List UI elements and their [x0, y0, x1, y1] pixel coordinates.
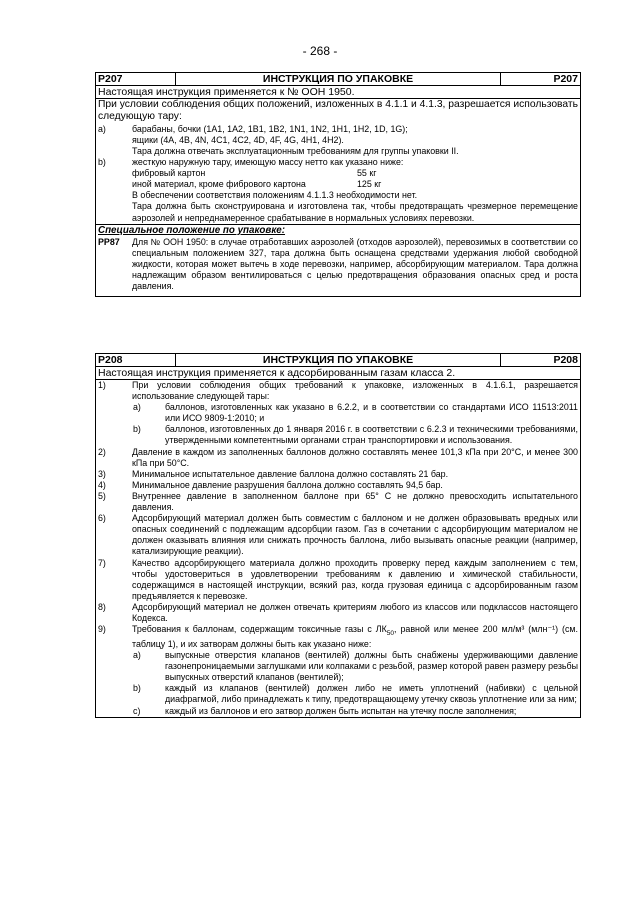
- p207-item-a-line2: ящики (4A, 4B, 4N, 4C1, 4C2, 4D, 4F, 4G, 4H1, 4H2).: [132, 134, 344, 145]
- p208-title: ИНСТРУКЦИЯ ПО УПАКОВКЕ: [176, 354, 501, 367]
- p207-pp87: [98, 237, 578, 292]
- p208-main-cell: [96, 380, 581, 718]
- p207-code-left: P207: [96, 73, 176, 86]
- p208-item-1b: [98, 424, 578, 446]
- packing-instruction-p208: [95, 353, 581, 718]
- p208-item-5-label: 5): [98, 490, 106, 501]
- p208-item-1-text: При условии соблюдения общих требований к упаковке, изложенных в 4.1.6.1, разрешается использование следующей тары:: [132, 380, 578, 402]
- p207-item-a-line1: барабаны, бочки (1A1, 1A2, 1B1, 1B2, 1N1, 1N2, 1H1, 1H2, 1D, 1G);: [132, 123, 408, 134]
- p208-item-9b: [98, 683, 578, 705]
- p207-intro: При условии соблюдения общих положений, изложенных в 4.1.1 и 4.1.3, разрешается использовать следующую тару:: [98, 99, 578, 123]
- p208-item-1a-text: баллонов, изготовленных как указано в 6.2.2, и в соответствии со стандартами ИСО 11513:2011 или ИСО 9809-1:2010; и: [165, 402, 578, 424]
- p208-item-2-label: 2): [98, 446, 106, 457]
- p207-pp87-text: Для № ООН 1950: в случае отработавших аэрозолей (отходов аэрозолей), перевозимых в соответствии со специальным положением 327, тара должна быть оснащена средствами удержания любой свободной жидкости, которая может вытечь в ходе перевозки, например, абсорбирующим материалом. Тара должна надлежащим образом вентилироваться с целью предотвращения образования опасных сред и роста давления.: [132, 236, 578, 292]
- p207-weight-row-2: [98, 179, 578, 190]
- p207-applies: Настоящая инструкция применяется к № ООН 1950.: [96, 86, 581, 99]
- p208-item-3: [98, 469, 578, 480]
- p207-weight-1-name: фибровый картон: [132, 168, 206, 179]
- p207-item-a: [98, 124, 578, 135]
- p208-item-5: [98, 491, 578, 513]
- p207-weight-row-1: [98, 168, 578, 179]
- p208-item-1b-text: баллонов, изготовленных до 1 января 2016 г. в соответствии с 6.2.3 и техническими требованиями, утвержденными компетентными органами стран транспортировки и использования.: [165, 424, 578, 446]
- p207-weight-2-name: иной материал, кроме фибрового картона: [132, 179, 306, 190]
- p207-header-row: [96, 73, 581, 86]
- p207-title: ИНСТРУКЦИЯ ПО УПАКОВКЕ: [176, 73, 501, 86]
- packing-instruction-p207: [95, 72, 581, 297]
- p208-item-9-text-a: Требования к баллонам, содержащим токсичные газы с ЛК: [132, 624, 387, 635]
- p208-item-8-text: Адсорбирующий материал не должен отвечать критериям любого из классов или подклассов настоящего Кодекса.: [132, 601, 578, 623]
- p208-applies: Настоящая инструкция применяется к адсорбированным газам класса 2.: [96, 367, 581, 380]
- p207-item-b-note1: В обеспечении соответствия положениям 4.1.1.3 необходимости нет.: [132, 190, 418, 201]
- p207-special-cell: [96, 224, 581, 296]
- p208-item-2: [98, 447, 578, 469]
- p207-code-right: P207: [501, 73, 581, 86]
- p207-item-b-note2: Тара должна быть сконструирована и изготовлена так, чтобы предотвращать чрезмерное перемещение аэрозолей и непреднамеренное срабатывание в нормальных условиях перевозки.: [132, 201, 578, 223]
- p207-item-b-line1: жесткую наружную тару, имеющую массу нетто как указано ниже:: [132, 157, 404, 168]
- p208-item-1a: [98, 402, 578, 424]
- p208-item-1: [98, 380, 578, 402]
- p208-item-9c-text: каждый из баллонов и его затвор должен быть испытан на утечку после заполнения;: [165, 705, 517, 716]
- p208-code-right: P208: [501, 354, 581, 367]
- p208-item-9a-label: a): [133, 650, 141, 661]
- p207-item-b: [98, 157, 578, 168]
- p208-item-9c-label: c): [133, 705, 141, 716]
- p208-item-9a: [98, 650, 578, 683]
- p207-main-cell: [96, 99, 581, 225]
- p208-item-8-label: 8): [98, 601, 106, 612]
- p208-item-6-label: 6): [98, 513, 106, 524]
- p207-item-a-label: a): [98, 123, 106, 134]
- p208-item-2-text: Давление в каждом из заполненных баллонов должно составлять менее 101,3 кПа при 20°C, и менее 300 кПа при 50°C.: [132, 446, 578, 468]
- p207-pp87-code: PP87: [98, 236, 120, 247]
- page-number: - 268 -: [302, 44, 338, 58]
- p208-item-1-label: 1): [98, 380, 106, 390]
- p208-item-9c: [98, 706, 578, 717]
- p208-item-4-label: 4): [98, 479, 106, 490]
- p208-item-6: [98, 513, 578, 557]
- p208-header-row: [96, 354, 581, 367]
- p208-item-9-text-b: , равной или менее 200 мл/м³ (млн⁻¹) (см. таблицу 1), и их затворам должны быть как указано ниже:: [132, 624, 578, 649]
- p207-special-heading: Специальное положение по упаковке:: [98, 224, 286, 236]
- p208-item-9b-label: b): [133, 683, 141, 694]
- p207-weight-2-value: 125 кг: [357, 179, 382, 190]
- p207-weight-1-value: 55 кг: [357, 168, 377, 179]
- p208-item-5-text: Внутреннее давление в заполненном баллоне при 65° C не должно превосходить испытательного давления.: [132, 490, 578, 513]
- p208-item-8: [98, 602, 578, 624]
- p208-item-7-text: Качество адсорбирующего материала должно проходить проверку перед каждым заполнением с тем, чтобы удостовериться в удовлетворении требованиям к давлению и химической стабильности, содержащимся в настоящей инструкции, всякий раз, когда грузовая единица с адсорбированным газом предъявляется к перевозке.: [132, 557, 578, 601]
- p208-item-1b-label: b): [133, 424, 141, 435]
- p208-item-6-text: Адсорбирующий материал должен быть совместим с баллоном и не должен образовывать вредных или опасных соединений с подлежащим адсорбции газом. Газ в сочетании с адсорбирующим материалом не должен оказывать влияния или снижать прочность баллона, либо вызывать опасные реакции (например, катализирующие реакции).: [132, 513, 578, 557]
- p208-item-9a-text: выпускные отверстия клапанов (вентилей) должны быть снабжены удерживающими давление газонепроницаемыми заглушками или колпаками с резьбой, размер которой равен размеру резьбы выпускных отверстий клапанов (вентилей);: [165, 650, 578, 683]
- p207-item-b-label: b): [98, 157, 106, 168]
- p208-item-9b-text: каждый из клапанов (вентилей) должен либо не иметь уплотнений (набивки) с цельной диафрагмой, либо принадлежать к типу, предотвращающему утечку сквозь уплотнение или за ним;: [165, 683, 578, 705]
- p208-item-9: [98, 624, 578, 650]
- p208-item-3-text: Минимальное испытательное давление баллона должно составлять 21 бар.: [132, 468, 449, 479]
- p208-item-4-text: Минимальное давление разрушения баллона должно составлять 94,5 бар.: [132, 479, 443, 490]
- p207-item-a-note: Тара должна отвечать эксплуатационным требованиям для группы упаковки II.: [132, 146, 459, 156]
- p208-item-9-label: 9): [98, 624, 106, 635]
- p208-code-left: P208: [96, 354, 176, 367]
- p208-item-3-label: 3): [98, 468, 106, 479]
- p208-item-4: [98, 480, 578, 491]
- p208-item-9-subscript: 50: [386, 629, 395, 637]
- p208-item-7: [98, 558, 578, 602]
- p208-item-9-text: [132, 624, 578, 650]
- p208-item-7-label: 7): [98, 557, 106, 568]
- p208-item-1a-label: a): [133, 402, 141, 413]
